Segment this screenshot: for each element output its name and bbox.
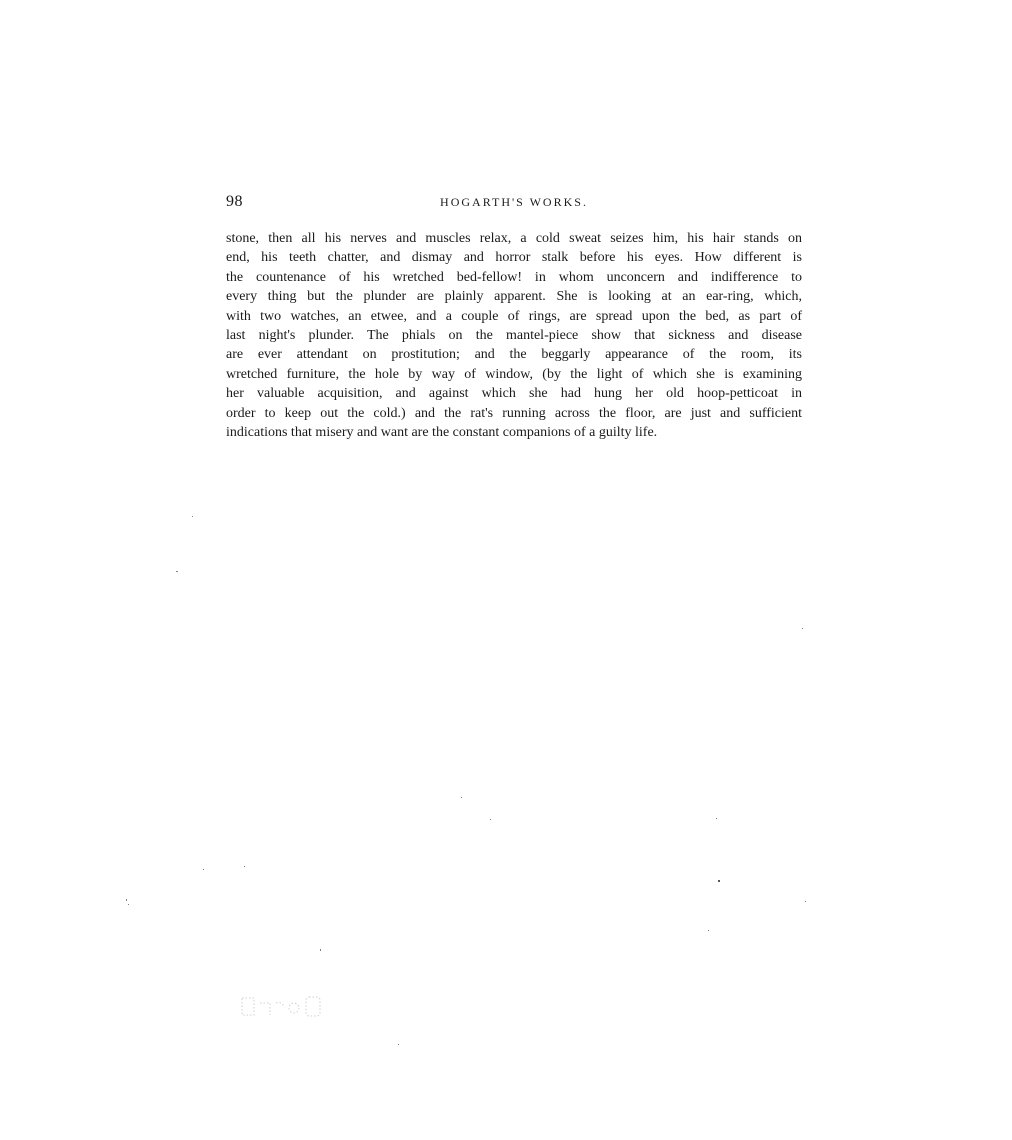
scan-speck [716,818,717,819]
scan-speck [203,869,204,870]
text-line: last night's plunder. The phials on the mantel-piece show that sickness and disease [226,327,802,343]
scan-speck [320,949,321,951]
text-line: are ever attendant on prostitution; and the beggarly appearance of the room, its [226,347,802,363]
scan-speck [128,904,129,905]
scan-speck [192,516,193,517]
page-header [226,193,802,213]
faint-library-stamp [240,995,324,1019]
text-line: the countenance of his wretched bed-fellow! in whom unconcern and indifference to [226,269,802,285]
scan-speck [398,1044,399,1045]
scan-speck [802,628,803,629]
text-line: stone, then all his nerves and muscles relax, a cold sweat seizes him, his hair stands on [226,231,802,246]
text-line: wretched furniture, the hole by way of window, (by the light of which she is examining [226,366,802,382]
scan-speck [126,899,127,901]
scan-speck [490,819,491,820]
running-head: HOGARTH'S WORKS. [440,195,588,209]
text-line: indications that misery and want are the constant companions of a guilty life. [226,424,658,440]
text-line: her valuable acquisition, and against which she had hung her old hoop-petticoat in [226,386,802,402]
scan-speck [461,797,462,798]
scan-speck [708,930,709,931]
text-line: every thing but the plunder are plainly apparent. She is looking at an ear-ring, which, [226,289,802,305]
page-number: 98 [226,193,243,210]
body-paragraph [226,229,802,442]
text-line: end, his teeth chatter, and dismay and horror stalk before his eyes. How different is [226,250,802,266]
text-line: with two watches, an etwee, and a couple of rings, are spread upon the bed, as part of [226,308,802,324]
scan-speck [244,866,245,867]
text-line: order to keep out the cold.) and the rat's running across the floor, are just and sufficient [226,405,802,421]
scan-speck [805,901,806,902]
scan-speck [176,571,178,572]
scan-speck [718,880,720,882]
